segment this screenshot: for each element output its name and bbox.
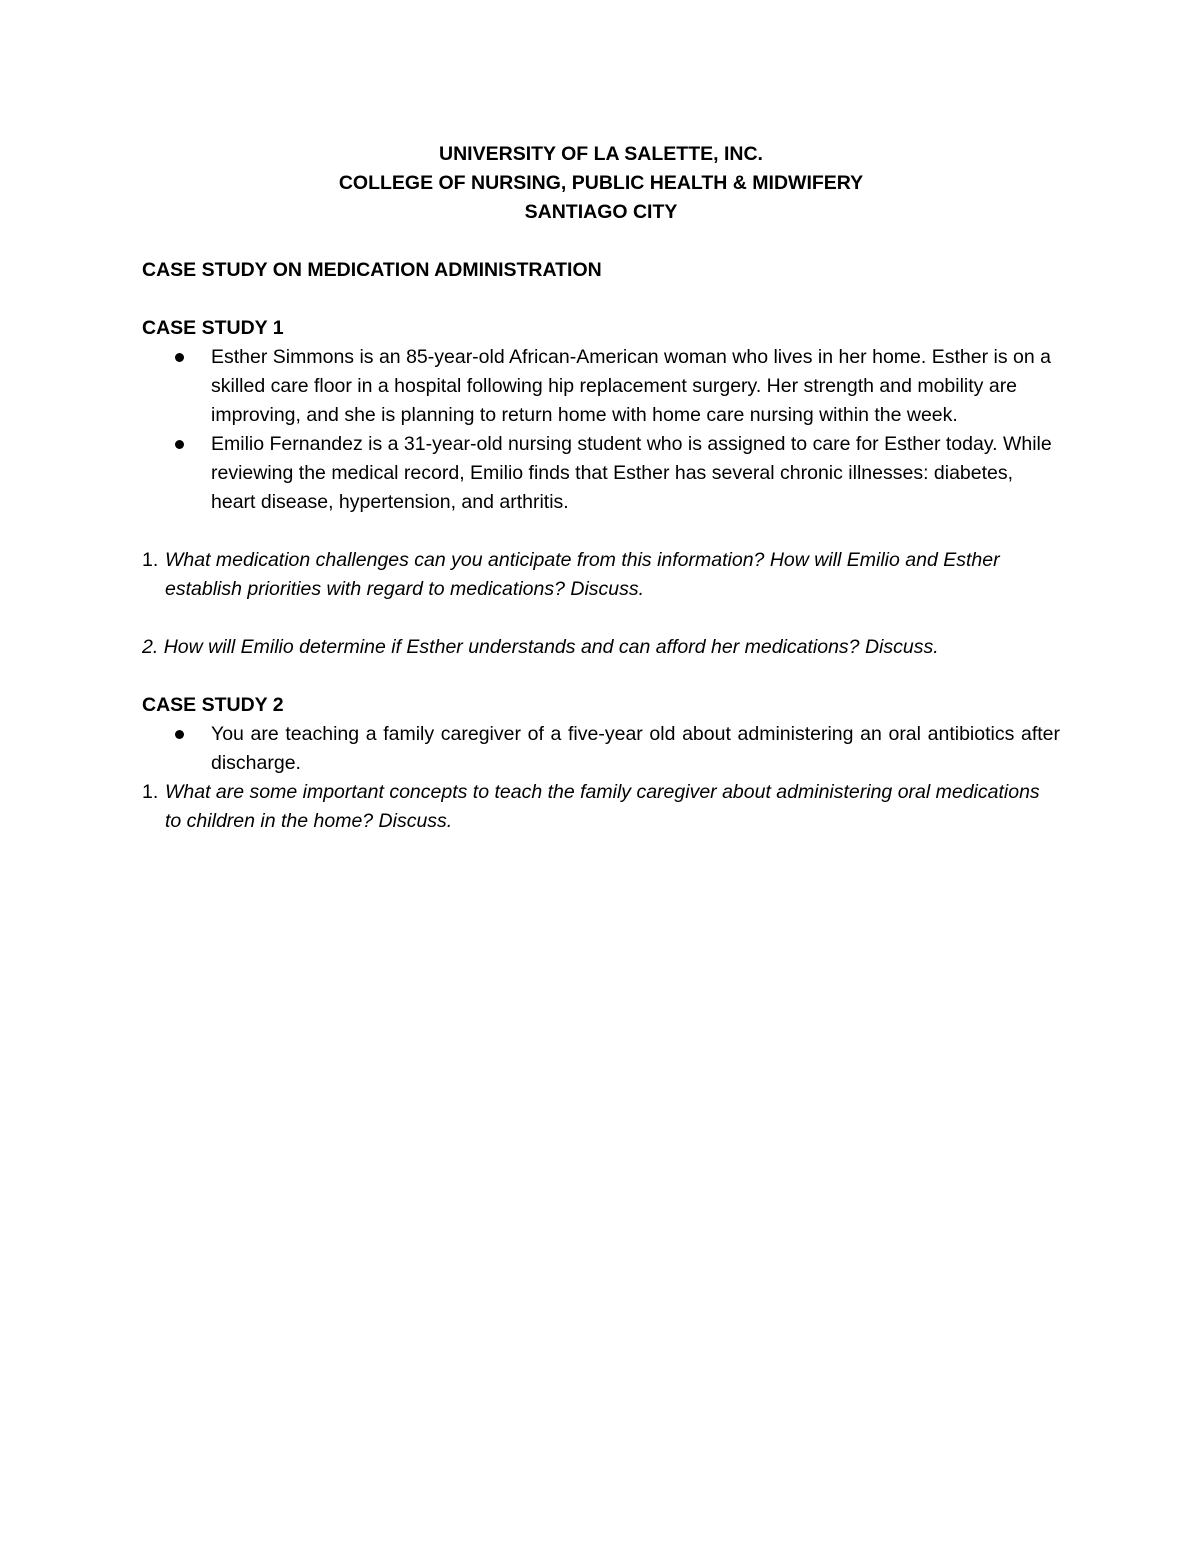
case-study-1-question-2 [142,633,1060,662]
question-number: 1. [142,781,159,803]
case-study-1-bullets [142,343,1060,517]
bullet-text: Emilio Fernandez is a 31-year-old nursing student who is assigned to care for Esther today. While reviewing the medical record, Emilio finds that Esther has several chronic illnesses: diabetes, heart disease, hypertension, and arthritis. [211,433,1052,513]
bullet-text: Esther Simmons is an 85-year-old African-American woman who lives in her home. Esther is on a skilled care floor in a hospital following hip replacement surgery. Her strength and mobility are improving, and she is planning to return home with home care nursing within the week. [211,346,1051,426]
question-text: How will Emilio determine if Esther understands and can afford her medications? Discuss. [163,636,939,658]
university-name: UNIVERSITY OF LA SALETTE, INC. [439,143,763,165]
case-study-2-bullets [142,720,1060,778]
document-title: CASE STUDY ON MEDICATION ADMINISTRATION [142,259,602,281]
case-study-1-question-1 [142,546,1060,604]
bullet-text: You are teaching a family caregiver of a five-year old about administering an oral antibiotics after discharge. [211,723,1060,774]
question-text: What are some important concepts to teach the family caregiver about administering oral medications to children in the home? Discuss. [165,781,1040,832]
list-item [142,430,1060,517]
case-study-1-heading: CASE STUDY 1 [142,317,284,339]
question-text: What medication challenges can you anticipate from this information? How will Emilio and Esther establish priorities with regard to medications? Discuss. [165,549,1000,600]
case-study-2-question-1 [142,778,1060,836]
case-study-1-section [142,314,1060,662]
document-page [142,140,1060,836]
question-number: 2. [142,636,159,658]
city-name: SANTIAGO CITY [524,201,678,223]
question-number: 1. [142,549,159,571]
case-study-2-section [142,691,1060,836]
bullet-icon [175,730,184,739]
list-item [142,720,1060,778]
bullet-icon [175,440,184,449]
document-header [142,140,1060,227]
case-study-2-heading: CASE STUDY 2 [142,694,284,716]
college-name: COLLEGE OF NURSING, PUBLIC HEALTH & MIDWIFERY [338,172,864,194]
bullet-icon [175,353,184,362]
list-item [142,343,1060,430]
